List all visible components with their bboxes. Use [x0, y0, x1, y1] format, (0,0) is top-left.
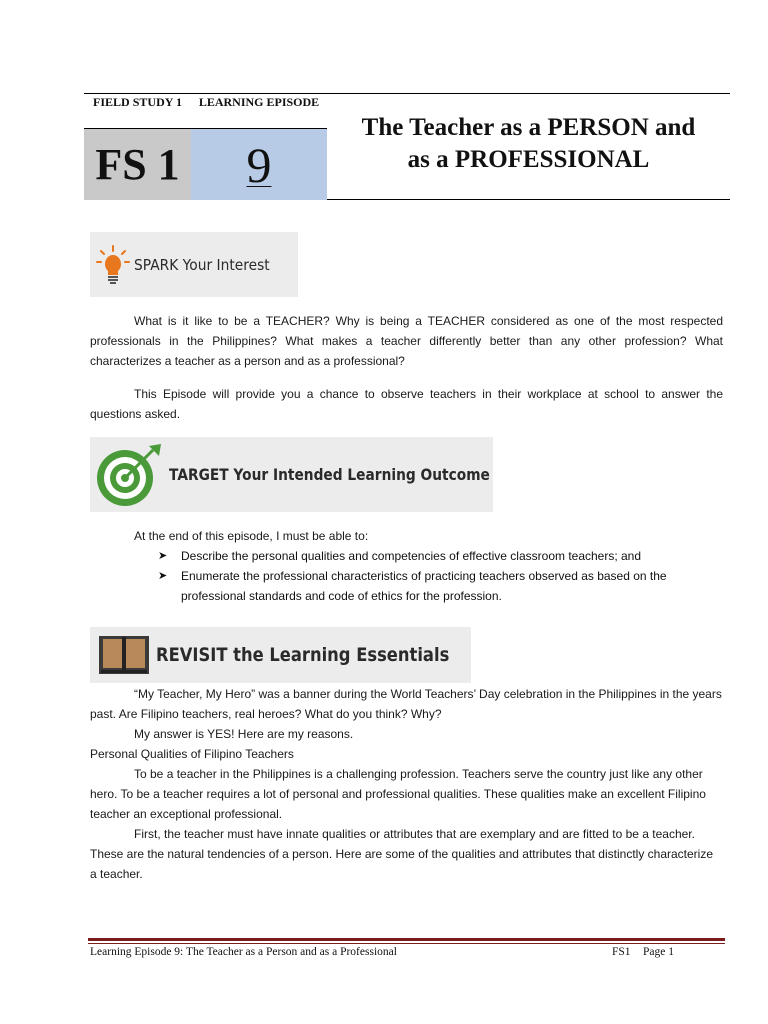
- revisit-paragraph-1: “My Teacher, My Hero” was a banner during the World Teachers’ Day celebration in the Philippines in the years past. Are Filipino teachers, real heroes? What do you think? Why?: [90, 687, 722, 721]
- outcome-item-text: Describe the personal qualities and competencies of effective classroom teachers; and: [181, 549, 642, 563]
- section-subheading: Personal Qualities of Filipino Teachers: [90, 747, 294, 761]
- spark-paragraph-1: What is it like to be a TEACHER? Why is being a TEACHER considered as one of the most respected professionals in the Philippines? What makes a teacher differently better than any other profession? What characterizes a teacher as a person and as a professional?: [90, 314, 723, 368]
- target-icon: [93, 442, 163, 508]
- title-line-1: The Teacher as a PERSON and: [361, 114, 696, 141]
- page-number: Page 1: [643, 946, 674, 958]
- revisit-heading: REVISIT the Learning Essentials: [156, 644, 450, 666]
- course-code-cell: [84, 128, 191, 200]
- episode-number-cell: [191, 128, 327, 200]
- target-banner: [90, 437, 493, 512]
- spark-paragraph-2: This Episode will provide you a chance to observe teachers in their workplace at school to answer the questions asked.: [90, 387, 723, 421]
- revisit-paragraph-3: To be a teacher in the Philippines is a challenging profession. Teachers serve the country just like any other hero. To be a teacher requires a lot of personal and professional qualities. These qualities make an excellent Filipino teacher an exceptional professional.: [90, 767, 706, 821]
- title-line-2: as a PROFESSIONAL: [407, 146, 650, 173]
- arrow-bullet-icon: ➤: [158, 570, 168, 582]
- episode-header: [84, 93, 730, 200]
- footer-rule-thin: [88, 943, 725, 944]
- field-study-label: FIELD STUDY 1: [93, 95, 182, 109]
- book-icon: [98, 634, 150, 676]
- revisit-paragraph-2: My answer is YES! Here are my reasons.: [134, 727, 354, 741]
- episode-number: 9: [246, 136, 272, 193]
- learning-episode-label: LEARNING EPISODE: [198, 95, 320, 109]
- arrow-bullet-icon: ➤: [158, 550, 168, 562]
- revisit-paragraph-4: First, the teacher must have innate qualities or attributes that are exemplary and are fitted to be a teacher. These are the natural tendencies of a person. Here are some of the qualities and attributes that distinctly characterize a teacher.: [90, 827, 714, 881]
- spark-banner: [90, 232, 298, 297]
- course-code: FS 1: [95, 140, 180, 189]
- outcomes-intro: At the end of this episode, I must be able to:: [134, 529, 369, 543]
- outcome-item-text: Enumerate the professional characteristics of practicing teachers observed as based on the professional standards and code of ethics for the profession.: [181, 569, 667, 603]
- footer-rule: [88, 938, 725, 941]
- spark-heading: SPARK Your Interest: [134, 255, 270, 274]
- outcome-item: [158, 566, 723, 606]
- footer-title: Learning Episode 9: The Teacher as a Person and as a Professional: [90, 946, 397, 958]
- lightbulb-icon: [96, 244, 130, 286]
- footer-course-code: FS1: [612, 946, 631, 958]
- page-title: [327, 112, 730, 176]
- target-heading: TARGET Your Intended Learning Outcome: [169, 465, 490, 484]
- outcome-item: [158, 546, 723, 566]
- revisit-banner: [90, 627, 471, 683]
